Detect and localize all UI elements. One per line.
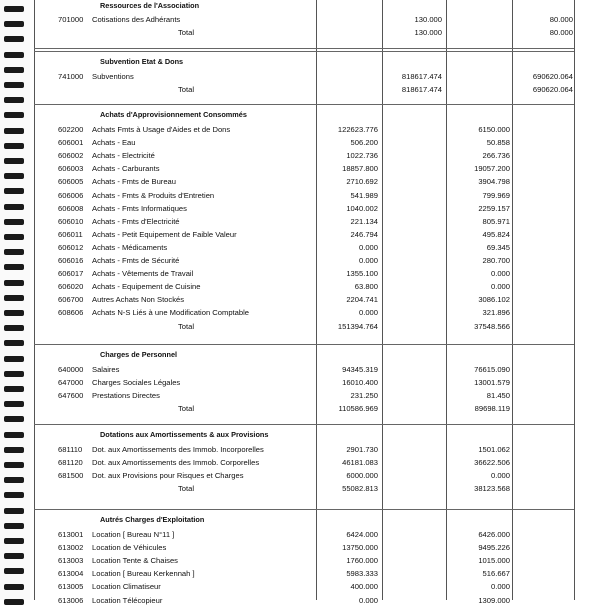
binding-ring (4, 188, 24, 194)
account-code: 606001 (58, 138, 84, 148)
account-label: Autres Achats Non Stockés (92, 295, 185, 305)
amount-col1: 6424.000 (346, 530, 378, 539)
account-code: 606012 (58, 242, 84, 252)
binding-ring (4, 492, 24, 498)
account-code: 606020 (58, 282, 84, 292)
account-label: Achats - Eau (92, 138, 136, 148)
amount-col1: 18857.800 (342, 164, 378, 174)
binding-ring (4, 584, 24, 590)
amount-col1: 63.800 (354, 282, 378, 292)
total-col2: 130.000 (414, 28, 442, 38)
account-code: 640000 (58, 365, 84, 374)
section-separator (34, 48, 574, 49)
binding-ring (4, 371, 24, 377)
amount-col1: 6000.000 (346, 471, 378, 481)
binding-ring (4, 295, 24, 301)
section-title: Ressources de l'Association (100, 1, 200, 10)
section-separator (34, 104, 574, 105)
binding-ring (4, 310, 24, 316)
account-code: 606002 (58, 151, 84, 161)
amount-col3: 516.667 (482, 569, 510, 579)
amount-col1: 13750.000 (342, 543, 378, 553)
account-code: 606700 (58, 295, 84, 305)
account-label: Subventions (92, 72, 134, 81)
total-col3: 37548.566 (474, 321, 510, 331)
amount-col3: 1309.000 (478, 595, 510, 605)
total-col1: 55082.813 (342, 484, 378, 494)
binding-ring (4, 52, 24, 58)
column-divider (512, 0, 513, 600)
account-code: 613005 (58, 582, 84, 592)
account-code: 606003 (58, 164, 84, 174)
binding-ring (4, 325, 24, 331)
amount-col3: 321.896 (482, 308, 510, 318)
section-separator (34, 344, 574, 345)
account-code: 613003 (58, 556, 84, 566)
account-label: Achats N-S Liés à une Modification Comptable (92, 308, 250, 318)
amount-col3: 799.969 (482, 190, 510, 200)
binding-ring (4, 234, 24, 240)
account-label: Achats - Fmts de Bureau (92, 177, 176, 187)
account-code: 681110 (58, 445, 83, 454)
binding-ring (4, 477, 24, 483)
binding-ring (4, 356, 24, 362)
binding-ring (4, 128, 24, 134)
amount-col3: 19057.200 (474, 164, 510, 174)
amount-col1: 0.000 (358, 308, 378, 318)
binding-ring (4, 6, 24, 12)
account-code: 606011 (58, 229, 83, 239)
binding-ring (4, 340, 24, 346)
spiral-binding (0, 0, 30, 600)
amount-col1: 0.000 (358, 595, 378, 605)
binding-ring (4, 158, 24, 164)
account-code: 613002 (58, 543, 84, 553)
amount-col1: 2204.741 (346, 295, 378, 305)
account-code: 613001 (58, 530, 84, 539)
amount-col1: 1022.736 (346, 151, 378, 161)
account-label: Dot. aux Provisions pour Risques et Charges (92, 471, 244, 481)
amount-col3: 495.824 (482, 229, 510, 239)
amount-col1: 0.000 (358, 242, 378, 252)
total-col1: 151394.764 (337, 321, 378, 331)
amount-col3: 81.450 (486, 391, 510, 401)
account-label: Location de Véhicules (92, 543, 167, 553)
binding-ring (4, 204, 24, 210)
account-label: Salaires (92, 365, 120, 374)
binding-ring (4, 36, 24, 42)
binding-ring (4, 538, 24, 544)
amount-col3: 9495.226 (478, 543, 510, 553)
amount-col3: 50.858 (486, 138, 510, 148)
binding-ring (4, 432, 24, 438)
binding-ring (4, 249, 24, 255)
account-label: Achats - Electricité (92, 151, 155, 161)
amount-col3: 6426.000 (478, 530, 510, 539)
binding-ring (4, 112, 24, 118)
column-divider (382, 0, 383, 600)
section-separator (34, 51, 574, 52)
binding-ring (4, 447, 24, 453)
amount-col1: 400.000 (350, 582, 378, 592)
amount-col4: 690620.064 (532, 72, 573, 81)
section-separator (34, 424, 574, 425)
binding-ring (4, 568, 24, 574)
account-code: 647600 (58, 391, 84, 401)
account-code: 606016 (58, 256, 84, 265)
total-col2: 818617.474 (401, 85, 442, 95)
account-code: 602200 (58, 125, 84, 134)
account-label: Location Télécopieur (92, 595, 163, 605)
account-label: Achats - Carburants (92, 164, 160, 174)
amount-col1: 506.200 (350, 138, 378, 148)
binding-ring (4, 462, 24, 468)
total-col4: 690620.064 (532, 85, 573, 95)
binding-ring (4, 67, 24, 73)
total-label: Total (178, 28, 195, 38)
section-title: Dotations aux Amortissements & aux Provisions (100, 430, 269, 439)
binding-ring (4, 173, 24, 179)
total-label: Total (178, 484, 195, 494)
account-code: 647000 (58, 378, 84, 388)
amount-col3: 280.700 (482, 256, 510, 265)
amount-col1: 1355.100 (346, 269, 378, 279)
column-divider (574, 0, 575, 600)
amount-col3: 3086.102 (478, 295, 510, 305)
account-label: Achats - Fmts d'Electricité (92, 216, 180, 226)
total-label: Total (178, 85, 195, 95)
account-label: Charges Sociales Légales (92, 378, 181, 388)
account-code: 606005 (58, 177, 84, 187)
total-label: Total (178, 321, 195, 331)
amount-col2: 818617.474 (401, 72, 442, 81)
account-label: Dot. aux Amortissements des Immob. Incorporelles (92, 445, 264, 454)
amount-col3: 69.345 (486, 242, 510, 252)
binding-ring (4, 401, 24, 407)
amount-col1: 1040.002 (346, 203, 378, 213)
binding-ring (4, 21, 24, 27)
amount-col3: 1015.000 (478, 556, 510, 566)
binding-ring (4, 219, 24, 225)
amount-col3: 6150.000 (478, 125, 510, 134)
total-col1: 110586.969 (338, 404, 378, 414)
amount-col3: 2259.157 (478, 203, 510, 213)
amount-col1: 2901.730 (346, 445, 378, 454)
amount-col1: 46181.083 (342, 458, 378, 468)
account-code: 606010 (58, 216, 84, 226)
column-divider (446, 0, 447, 600)
account-code: 701000 (58, 15, 84, 24)
section-title: Charges de Personnel (100, 350, 178, 359)
total-label: Total (178, 404, 195, 414)
binding-ring (4, 386, 24, 392)
account-code: 606008 (58, 203, 84, 213)
amount-col1: 1760.000 (346, 556, 378, 566)
amount-col1: 2710.692 (346, 177, 378, 187)
account-code: 681500 (58, 471, 84, 481)
amount-col1: 122623.776 (337, 125, 378, 134)
section-title: Subvention Etat & Dons (100, 57, 184, 66)
amount-col3: 36622.506 (474, 458, 510, 468)
amount-col3: 13001.579 (474, 378, 510, 388)
account-code: 606006 (58, 190, 84, 200)
total-col4: 80.000 (549, 28, 573, 38)
binding-ring (4, 264, 24, 270)
amount-col1: 0.000 (358, 256, 378, 265)
binding-ring (4, 416, 24, 422)
account-label: Prestations Directes (92, 391, 160, 401)
account-code: 613004 (58, 569, 84, 579)
account-label: Achats - Fmts de Sécurité (92, 256, 180, 265)
account-label: Location [ Bureau N°11 ] (92, 530, 175, 539)
account-label: Achats - Petit Equipement de Faible Valeur (92, 229, 237, 239)
account-code: 613006 (58, 595, 84, 605)
account-label: Achats - Equipement de Cuisine (92, 282, 201, 292)
column-divider (34, 0, 35, 600)
total-col3: 38123.568 (474, 484, 510, 494)
amount-col3: 266.736 (482, 151, 510, 161)
binding-ring (4, 82, 24, 88)
column-divider (316, 0, 317, 600)
account-code: 606017 (58, 269, 84, 279)
account-label: Achats - Vêtements de Travail (92, 269, 194, 279)
amount-col4: 80.000 (549, 15, 573, 24)
section-title: Achats d'Approvisionnement Consommés (100, 110, 247, 119)
account-label: Achats Fmts à Usage d'Aides et de Dons (92, 125, 231, 134)
amount-col3: 0.000 (490, 582, 510, 592)
account-label: Location Tente & Chaises (92, 556, 178, 566)
amount-col3: 0.000 (490, 471, 510, 481)
account-label: Cotisations des Adhérants (92, 15, 181, 24)
amount-col1: 246.794 (350, 229, 378, 239)
section-separator (34, 509, 574, 510)
account-label: Location Climatiseur (92, 582, 161, 592)
amount-col3: 3904.798 (478, 177, 510, 187)
amount-col1: 5983.333 (346, 569, 378, 579)
amount-col3: 805.971 (482, 216, 510, 226)
amount-col1: 16010.400 (342, 378, 378, 388)
binding-ring (4, 523, 24, 529)
amount-col3: 76615.090 (474, 365, 510, 374)
amount-col3: 0.000 (490, 282, 510, 292)
binding-ring (4, 97, 24, 103)
binding-ring (4, 508, 24, 514)
binding-ring (4, 553, 24, 559)
section-title: Autrés Charges d'Exploitation (100, 515, 205, 524)
amount-col1: 541.989 (350, 190, 378, 200)
amount-col1: 221.134 (350, 216, 378, 226)
account-label: Achats - Fmts Informatiques (92, 203, 187, 213)
total-col3: 89698.119 (474, 404, 510, 414)
account-label: Location [ Bureau Kerkennah ] (92, 569, 195, 579)
amount-col1: 231.250 (350, 391, 378, 401)
account-code: 681120 (58, 458, 83, 468)
amount-col2: 130.000 (414, 15, 442, 24)
amount-col3: 0.000 (490, 269, 510, 279)
account-label: Dot. aux Amortissements des Immob. Corporelles (92, 458, 260, 468)
account-code: 741000 (58, 72, 84, 81)
amount-col3: 1501.062 (478, 445, 510, 454)
account-label: Achats - Fmts & Produits d'Entretien (92, 190, 215, 200)
binding-ring (4, 280, 24, 286)
binding-ring (4, 143, 24, 149)
account-label: Achats - Médicaments (92, 242, 168, 252)
amount-col1: 94345.319 (342, 365, 378, 374)
account-code: 608606 (58, 308, 84, 318)
